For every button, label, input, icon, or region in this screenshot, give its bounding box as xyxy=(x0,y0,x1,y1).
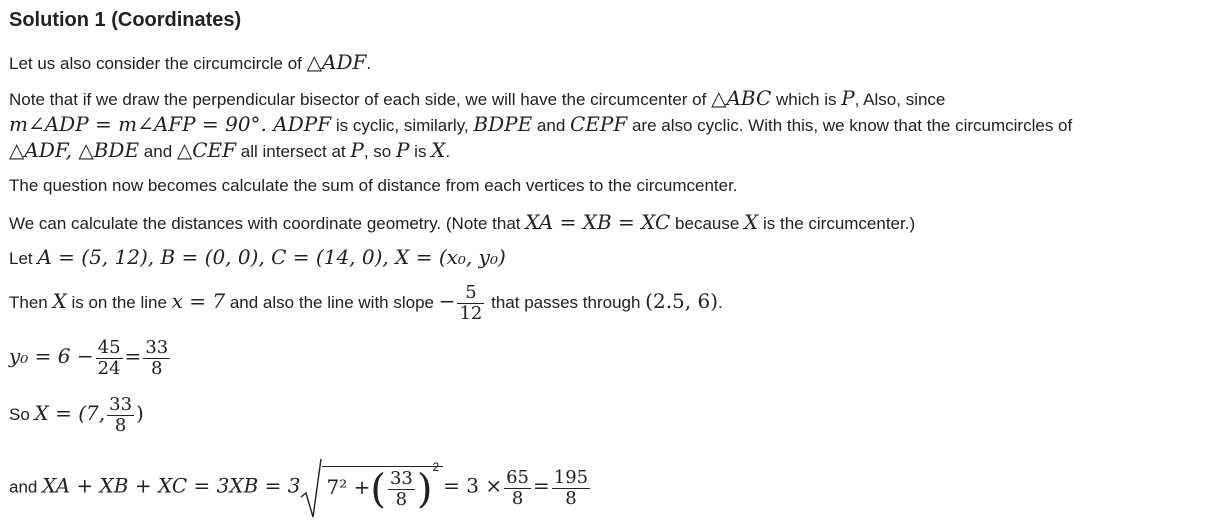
text: We can calculate the distances with coordinate geometry. (Note that xyxy=(9,214,526,233)
numerator: 65 xyxy=(506,466,530,488)
numerator: 33 xyxy=(389,468,413,489)
math-expr: (2.5, 6) xyxy=(645,288,719,313)
numerator: 195 xyxy=(553,466,589,488)
close-paren: ) xyxy=(416,466,433,513)
math-expr: = 3 × xyxy=(443,473,503,498)
denominator: 8 xyxy=(504,488,531,509)
math-expr: △ADF xyxy=(306,50,367,74)
math-expr: △ADF, △BDE xyxy=(9,138,140,162)
square-root xyxy=(300,457,443,519)
text: all intersect at xyxy=(236,142,351,161)
equation-distance-sum xyxy=(9,457,592,519)
text: is cyclic, similarly, xyxy=(331,116,474,135)
text: which is xyxy=(771,90,842,109)
math-expr: P xyxy=(350,138,364,162)
paragraph-let-coordinates xyxy=(9,245,506,269)
numerator: 5 xyxy=(465,282,477,303)
paragraph-slope xyxy=(9,283,723,324)
math-expr: CEPF xyxy=(570,112,628,136)
paragraph-bisector-line1 xyxy=(9,86,945,110)
math-expr: XA + XB + XC = 3XB = 3 xyxy=(42,473,301,498)
text: . xyxy=(718,292,723,312)
numerator: 45 xyxy=(97,337,121,358)
text: are also cyclic. With this, we know that the circumcircles of xyxy=(627,116,1073,135)
text: Note that if we draw the perpendicular bisector of each side, we will have the circumcenter of xyxy=(9,90,712,109)
math-expr: 7² + xyxy=(326,474,371,499)
radicand xyxy=(322,460,443,513)
equals-sign: = xyxy=(124,343,142,368)
text: Then xyxy=(9,292,53,312)
text: that passes through xyxy=(486,292,646,312)
math-expr: X = (7, xyxy=(34,400,106,425)
math-expr: P xyxy=(395,138,410,162)
equals-sign: = xyxy=(533,473,550,498)
fraction xyxy=(143,338,170,379)
text: and xyxy=(9,477,43,497)
text: is on the line xyxy=(66,292,172,312)
math-expr: BDPE xyxy=(473,112,533,136)
text: Let us also consider the circumcircle of xyxy=(9,54,307,73)
paragraph-bisector-line3 xyxy=(9,138,450,162)
denominator: 12 xyxy=(459,303,483,324)
numerator: 33 xyxy=(109,394,133,415)
fraction xyxy=(552,468,590,509)
math-expr: X xyxy=(431,138,446,162)
fraction xyxy=(457,283,484,324)
paragraph-coordinate-geometry xyxy=(9,210,915,234)
math-expr: m∠ADP = m∠AFP = 90°. ADPF xyxy=(9,112,332,136)
math-expr: A = (5, 12), B = (0, 0), C = (14, 0), X = (x₀, y₀) xyxy=(37,245,506,269)
text: . xyxy=(445,142,451,161)
text: and xyxy=(532,116,570,135)
text: because xyxy=(670,214,745,233)
numerator: 33 xyxy=(145,337,169,358)
denominator: 8 xyxy=(107,415,134,436)
math-expr: XA = XB = XC xyxy=(525,210,671,234)
math-expr: X xyxy=(52,288,67,313)
math-expr: △ABC xyxy=(711,86,772,110)
fraction xyxy=(96,338,123,379)
paragraph-question: The question now becomes calculate the sum of distance from each vertices to the circumcenter. xyxy=(9,176,738,195)
equation-y0 xyxy=(9,338,172,379)
paragraph-bisector-line2 xyxy=(9,112,1072,136)
text: So xyxy=(9,404,35,424)
section-heading: Solution 1 (Coordinates) xyxy=(9,9,242,31)
fraction xyxy=(388,469,415,510)
denominator: 24 xyxy=(97,358,121,379)
math-expr: X xyxy=(744,210,759,234)
text: Let xyxy=(9,249,38,268)
fraction xyxy=(107,395,134,436)
open-paren: ( xyxy=(370,466,386,513)
text: and xyxy=(139,142,177,161)
close-paren: ) xyxy=(136,400,144,425)
denominator: 8 xyxy=(143,358,170,379)
denominator: 8 xyxy=(552,488,590,509)
math-expr: P xyxy=(841,86,855,110)
exponent: 2 xyxy=(432,460,440,475)
text: , so xyxy=(363,142,396,161)
text: is xyxy=(409,142,432,161)
math-expr: x = 7 xyxy=(171,288,226,313)
fraction xyxy=(504,468,531,509)
radical-sign-icon xyxy=(300,457,322,519)
text: and also the line with slope xyxy=(225,292,439,312)
text: is the circumcenter.) xyxy=(758,214,916,233)
text: , Also, since xyxy=(854,90,946,109)
text: . xyxy=(366,54,372,73)
denominator: 8 xyxy=(388,489,415,510)
paragraph-circumcircle xyxy=(9,50,371,74)
math-expr: △CEF xyxy=(176,138,237,162)
math-expr: y₀ = 6 − xyxy=(9,343,94,368)
minus-sign: − xyxy=(438,288,456,313)
equation-x-point xyxy=(9,395,144,436)
